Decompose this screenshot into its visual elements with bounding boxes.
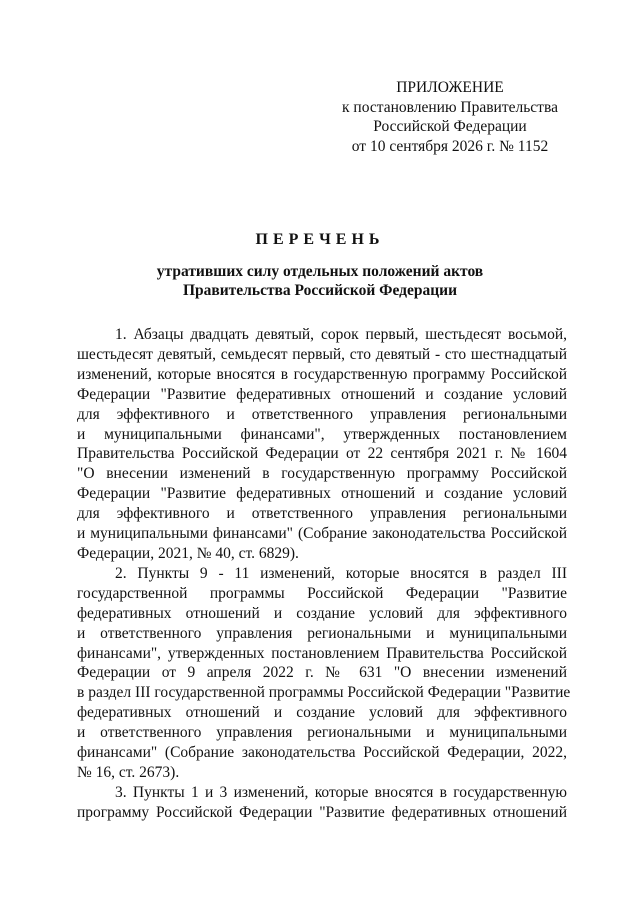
text-line: финансами" (Собрание законодательства Российской Федерации, 2022,: [77, 744, 567, 762]
text-line: Федерации "Развитие федеративных отношений и создание условий: [77, 385, 567, 403]
document-body: [77, 325, 571, 823]
text-line: и муниципальными финансами", утвержденных постановлением: [77, 425, 567, 443]
text-line: Федерации "Развитие федеративных отношений и создание условий: [77, 485, 567, 503]
text-line: в раздел III государственной программы Российской Федерации "Развитие: [77, 684, 571, 702]
text-line: "О внесении изменений в государственную программу Российской: [77, 465, 567, 483]
text-line: Правительства Российской Федерации от 22 сентября 2021 г. № 1604: [77, 445, 567, 463]
document-title: ПЕРЕЧЕНЬ: [255, 231, 385, 248]
text-line: для эффективного и ответственного управления региональными: [77, 505, 567, 523]
subtitle-line: утративших силу отдельных положений актов: [156, 263, 484, 280]
text-line: изменений, которые вносятся в государственную программу Российской: [77, 365, 567, 383]
text-line: Федерации, 2021, № 40, ст. 6829).: [77, 544, 299, 562]
appendix-header: [300, 78, 600, 156]
text-line: программу Российской Федерации "Развитие федеративных отношений: [77, 803, 567, 821]
text-line: № 16, ст. 2673).: [77, 763, 180, 781]
paragraph-1: [77, 325, 567, 564]
paragraph-2: [77, 564, 571, 783]
appendix-date-number: от 10 сентября 2026 г. № 1152: [351, 137, 549, 155]
text-line: федеративных отношений и создание условий для эффективного: [77, 704, 567, 722]
text-line: государственной программы Российской Федерации "Развитие: [77, 584, 567, 602]
appendix-title: ПРИЛОЖЕНИЕ: [396, 79, 504, 96]
appendix-government: Российской Федерации: [373, 118, 527, 135]
text-line: 1. Абзацы двадцать девятый, сорок первый, шестьдесят восьмой,: [115, 326, 567, 343]
text-line: для эффективного и ответственного управления региональными: [77, 405, 567, 423]
text-line: Федерации от 9 апреля 2022 г. № 631 "О внесении изменений: [77, 664, 567, 682]
paragraph-3: [77, 783, 567, 823]
text-line: финансами", утвержденных постановлением Правительства Российской: [77, 644, 567, 662]
text-line: 2. Пункты 9 - 11 изменений, которые вносятся в раздел III: [115, 564, 567, 582]
text-line: федеративных отношений и создание условий для эффективного: [77, 604, 567, 622]
text-line: и муниципальными финансами" (Собрание законодательства Российской: [77, 525, 567, 543]
document-subtitle: [0, 262, 640, 300]
text-line: и ответственного управления региональными и муниципальными: [77, 624, 567, 642]
appendix-reference: к постановлению Правительства: [342, 98, 558, 116]
text-line: шестьдесят девятый, семьдесят первый, сто девятый - сто шестнадцатый: [77, 345, 567, 363]
text-line: 3. Пункты 1 и 3 изменений, которые вносятся в государственную: [115, 783, 567, 801]
text-line: и ответственного управления региональными и муниципальными: [77, 724, 567, 742]
subtitle-line: Правительства Российской Федерации: [182, 282, 458, 299]
